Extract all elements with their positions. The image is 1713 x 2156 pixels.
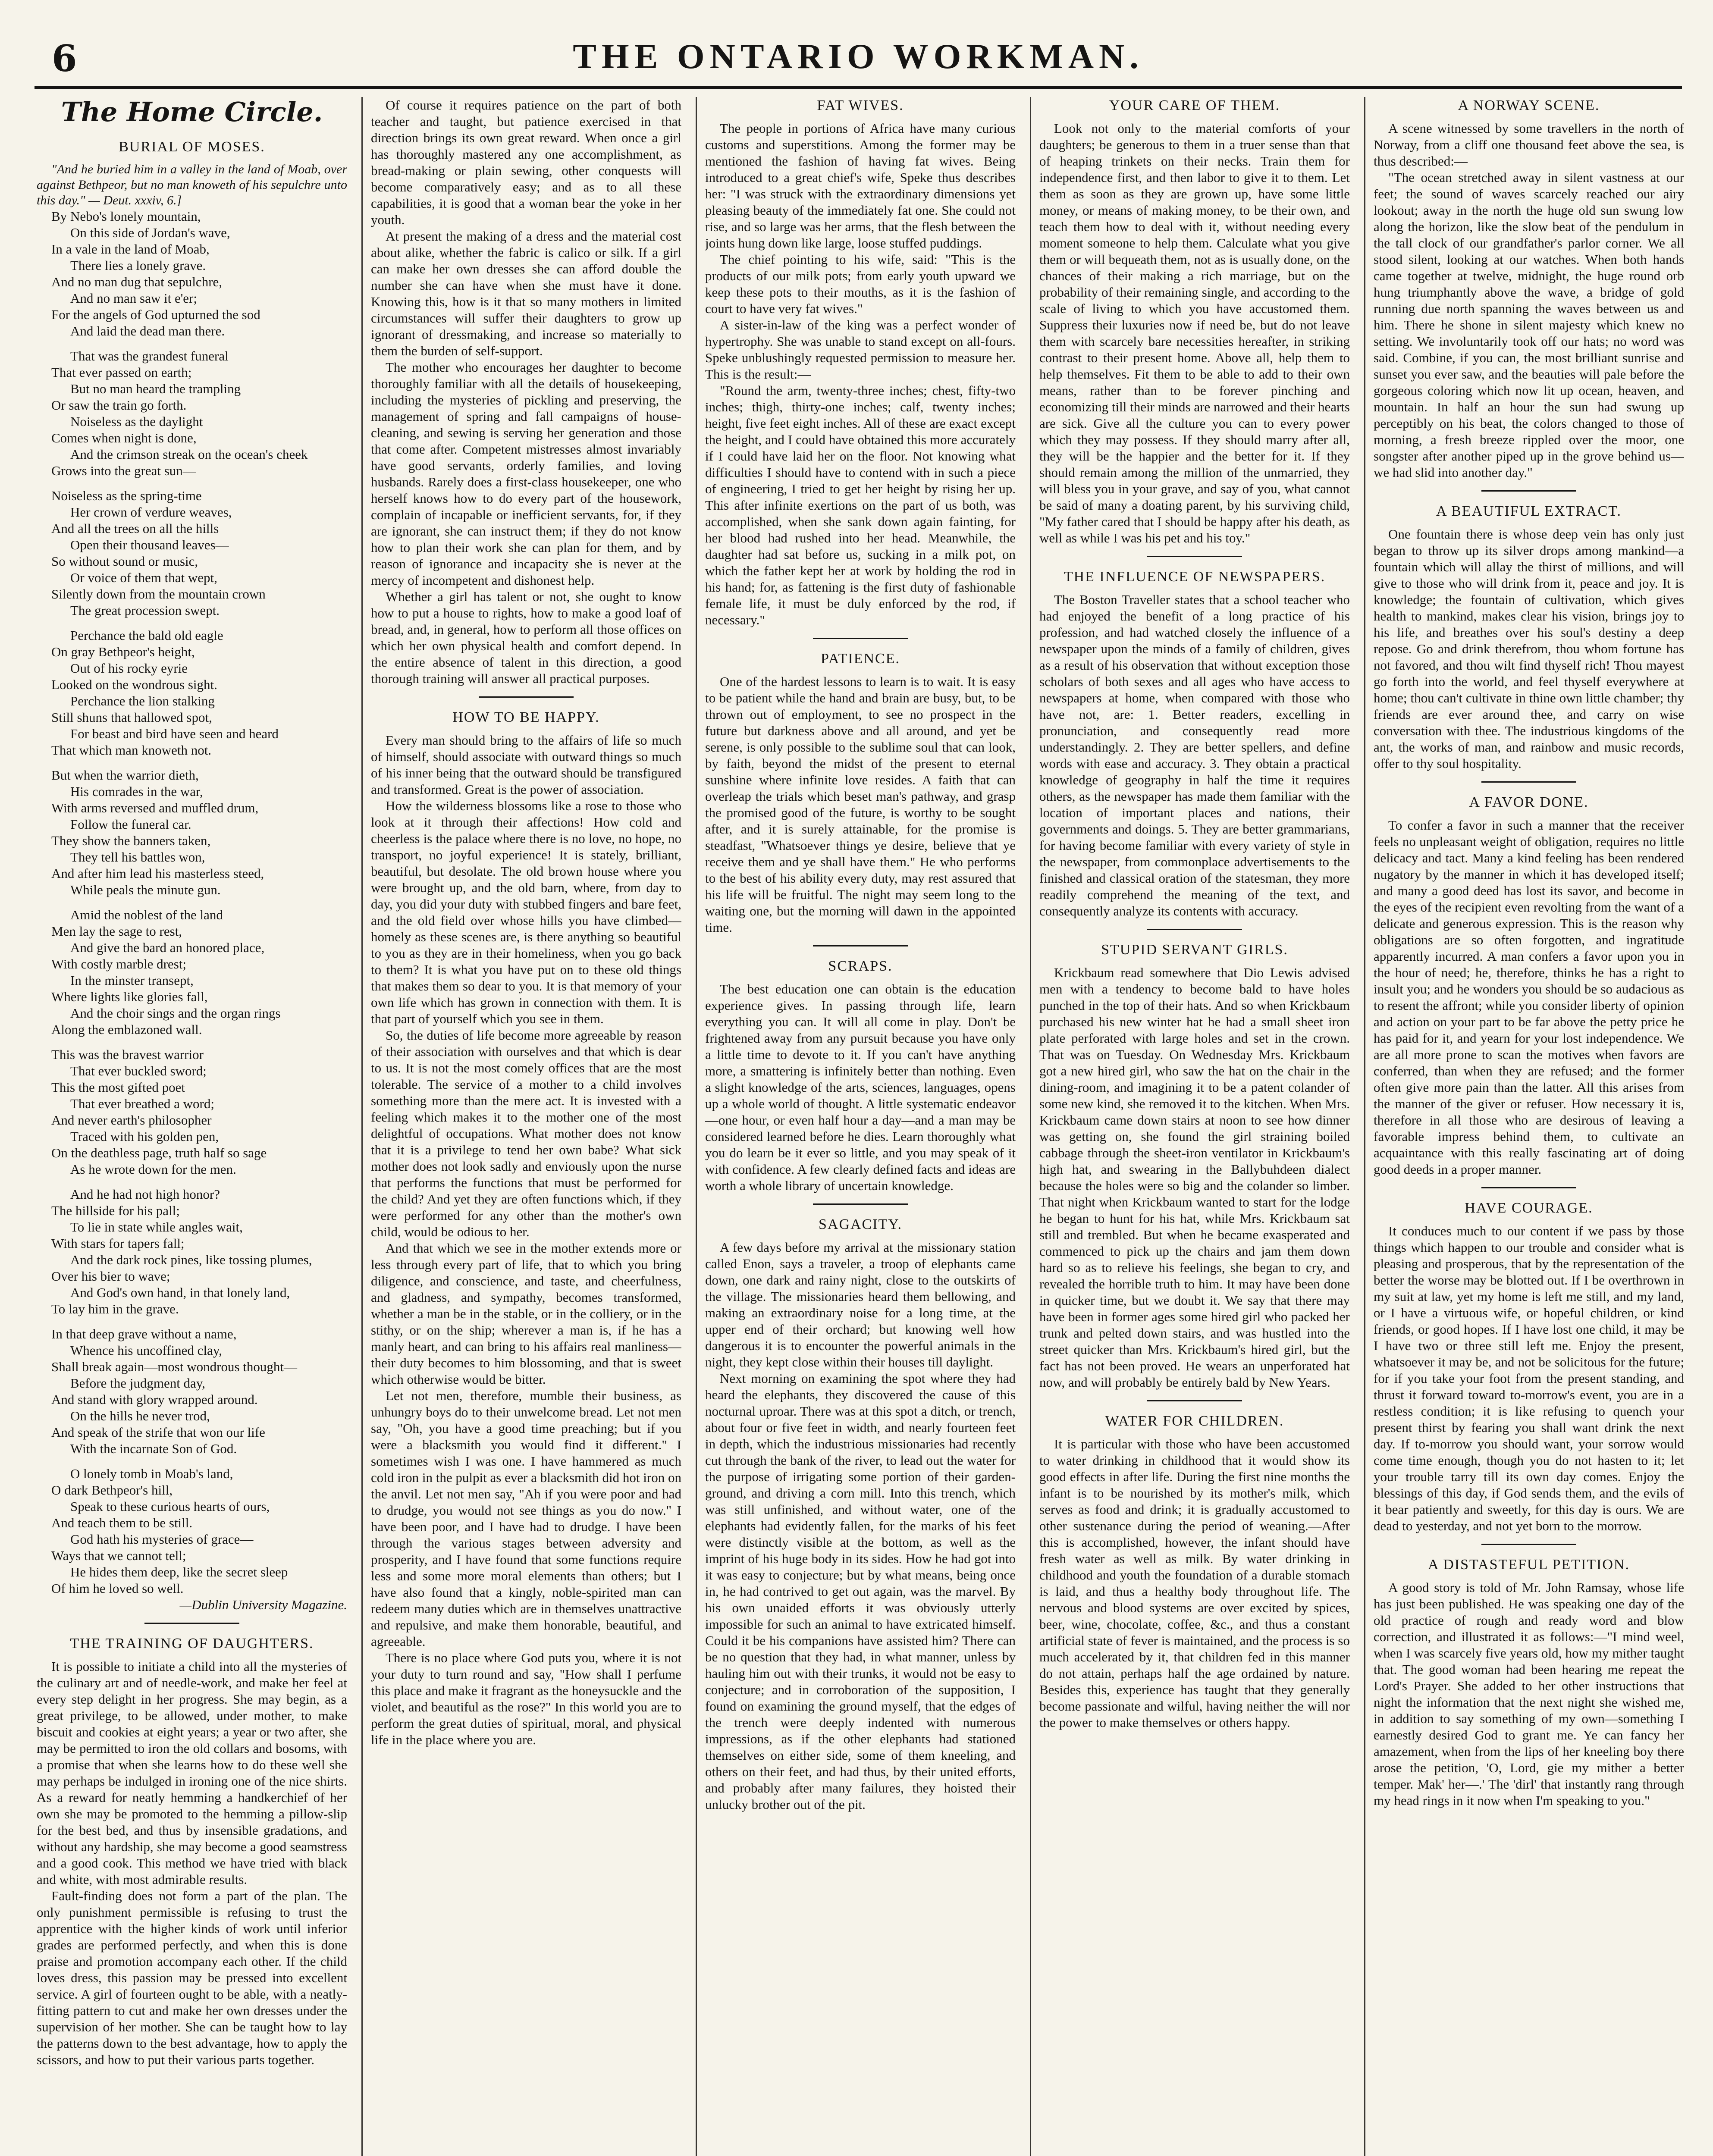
article-paragraph: There is no place where God puts you, where it is not your duty to turn round and say, "How shall I perfume this place and make it fragrant as the honeysuckle and the violet, and beautiful as the rose?" In this world you are to perform the great duties of spiritual, moral, and physical life in the place where you are. <box>371 1650 681 1747</box>
poem-line: That which man knoweth not. <box>51 743 212 758</box>
article-body <box>705 981 1016 1194</box>
poem-line: And God's own hand, in that lonely land, <box>70 1285 290 1300</box>
article-title: WATER FOR CHILDREN. <box>1105 1413 1284 1429</box>
poem-line: Amid the noblest of the land <box>70 907 223 922</box>
article-paragraph: The people in portions of Africa have many curious customs and superstitions. Among the former may be mentioned the fashion of having fat wives. Being introduced to a great chief's wife, Speke thus describes her: "I was struck with the extraordinary dimensions yet pleasing beauty of the immediately fat one. She could not rise, and so large was her arms, that the flesh between the joints hung down like large, loose stuffed puddings. <box>705 121 1016 251</box>
poem-line: There lies a lonely grave. <box>70 258 206 273</box>
article-paragraph: It is particular with those who have been accustomed to water drinking in childhood that it would show its good effects in after life. During the first nine months the infant is to be nourished by its mother's milk, which serves as food and drink; it is gradually accustomed to other sustenance during the period of weaning.—After this is accomplished, however, the infant should have fresh water as well as milk. By water drinking in childhood and youth the foundation of a durable stomach is laid, and thus a healthy body throughout life. The nervous and blood systems are over excited by spices, beer, wine, chocolate, coffee, &c., and thus a constant artificial state of fever is maintained, and the process is so much accelerated by it, that children fed in this manner do not attain, perhaps half the age ordained by nature. Besides this, experience has taught that they generally become passionate and wilful, having neither the will nor the power to make themselves or others happy. <box>1039 1436 1350 1730</box>
article-paragraph: To confer a favor in such a manner that the receiver feels no unpleasant weight of obligation, requires no little delicacy and tact. Many a kind feeling has been rendered nugatory by the manner in which it has developed itself; and many a good deed has lost its savor, and become in the eyes of the recipient even revolting from the want of a delicate and generous expression. This is the reason why obligations are so often forgotten, and ingratitude apparently incurred. A man confers a favor upon you in the hour of need; he, therefore, thinks he has a right to insult you; and he wonders you should be so audacious as to resent the affront; while you consider liberty of opinion and action on your part to be far above the petty price he has paid for it, and yearn for your lost independence. We are all more prone to scan the motives when favors are conferred, than when they are refused; and the former often give more pain than the latter. All this arises from the manner of the giver or refuser. How necessary it is, therefore in all those who are desirous of leaving a favorable impress behind them, to cultivate an acquaintance with this really fascinating art of doing good deeds in a proper manner. <box>1374 818 1684 1177</box>
column-2 <box>371 97 681 2156</box>
article-paragraph: The chief pointing to his wife, said: "This is the products of our milk pots; from early youth upward we keep these pots to their mouths, as it is the fashion of court to have very fat wives." <box>705 252 1016 316</box>
poem-line: Open their thousand leaves— <box>70 537 229 552</box>
poem-line: O lonely tomb in Moab's land, <box>70 1466 233 1481</box>
article-body <box>705 674 1016 936</box>
column-5 <box>1374 97 1684 2156</box>
poem-line: The hillside for his pall; <box>51 1203 180 1218</box>
poem-line: And the crimson streak on the ocean's cheek <box>70 447 308 462</box>
column-3 <box>705 97 1016 2156</box>
poem-line: On this side of Jordan's wave, <box>70 225 230 240</box>
section-divider <box>479 696 574 698</box>
page-number: 6 <box>52 37 77 80</box>
article-paragraph: Every man should bring to the affairs of life so much of himself, should associate with outward things so much of his inner being that the outward should be transfigured and transformed. Great is the power of association. <box>371 733 681 797</box>
article-title: STUPID SERVANT GIRLS. <box>1101 942 1288 958</box>
poem-line: Or saw the train go forth. <box>51 398 187 413</box>
poem-line: With the incarnate Son of God. <box>70 1441 237 1456</box>
article-paragraph: A good story is told of Mr. John Ramsay, whose life has just been published. He was speaking one day of the old practice of rough and ready word and blow correction, and illustrated it as follows:—"I mind weel, when I was scarcely five years old, how my mither taught that. The good woman had been hearing me repeat the Lord's Prayer. She added to her other instructions that night the information that the next night she wished me, in addition to say something of my own—something I earnestly desired God to grant me. Ye can fancy her amazement, when from the lips of her kneeling boy there arose the petition, 'O, Lord, gie my mither a better temper. Mak' her—.' The 'dirl' that instantly rang through my head rings in it now when I'm speaking to you." <box>1374 1580 1684 1808</box>
poem-line: On the hills he never trod, <box>70 1408 210 1423</box>
article-body <box>1039 965 1350 1391</box>
poem-line: His comrades in the war, <box>70 784 203 799</box>
article-body <box>1374 817 1684 1178</box>
article-title: BURIAL OF MOSES. <box>119 139 265 155</box>
poem-line: Silently down from the mountain crown <box>51 586 266 602</box>
article-paragraph: A sister-in-law of the king was a perfect wonder of hypertrophy. She was unable to stand except on all-fours. Speke unblushingly requested permission to measure her. This is the result:— <box>705 317 1016 382</box>
poem-attribution: —Dublin University Magazine. <box>179 1597 347 1612</box>
section-divider <box>1147 556 1242 557</box>
column-4 <box>1039 97 1350 2156</box>
article-body <box>705 120 1016 628</box>
poem-line: Noiseless as the spring-time <box>51 488 202 503</box>
stanza-break <box>37 1178 347 1186</box>
column-rule <box>361 97 363 2156</box>
poem-line: In the minster transept, <box>70 973 194 988</box>
poem-line: Along the emblazoned wall. <box>51 1022 202 1037</box>
stanza-break <box>37 758 347 767</box>
column-rule <box>1364 97 1365 2156</box>
poem-line: On the deathless page, truth half so sage <box>51 1145 267 1160</box>
section-divider <box>813 1203 908 1205</box>
article-paragraph: "Round the arm, twenty-three inches; chest, fifty-two inches; thigh, thirty-one inches; calf, twenty inches; height, five feet eight inches. All of these are exact except the height, and I could have obtained this more accurately if I could have laid her on the floor. Not knowing what difficulties I should have to contend with in such a piece of engineering, I tried to get her height by rising her up. This after infinite exertions on the part of us both, was accomplished, when she sank down again fainting, for her blood had rushed into her head. Meanwhile, the daughter had sat before us, sucking in a milk pot, on which the father kept her at work by holding the rod in his hand; for, as fattening is the first duty of fashionable female life, it must be duly enforced by the rod, if necessary." <box>705 383 1016 627</box>
poem-line: This the most gifted poet <box>51 1080 185 1095</box>
poem-line: Out of his rocky eyrie <box>70 661 188 676</box>
column-1 <box>37 97 347 2156</box>
article-title: A NORWAY SCENE. <box>1458 97 1600 113</box>
poem-line: And all the trees on all the hills <box>51 521 219 536</box>
stanza-break <box>37 339 347 348</box>
poem-line: God hath his mysteries of grace— <box>70 1532 254 1547</box>
poem-line: Noiseless as the daylight <box>70 414 203 429</box>
poem-line: They tell his battles won, <box>70 849 205 865</box>
poem-line: And stand with glory wrapped around. <box>51 1392 258 1407</box>
section-divider <box>1481 490 1576 492</box>
poem-line: That ever passed on earth; <box>51 365 192 380</box>
article-paragraph: Fault-finding does not form a part of the plan. The only punishment permissible is refusing to trust the apprentice with the higher kinds of work until inferior grades are performed perfectly, and when this is done praise and promotion accompany each other. If the child loves dress, this passion may be pressed into excellent service. A girl of fourteen ought to be able, with a neatly-fitting pattern to cut and make her own dresses under the supervision of her mother. She can be taught how to lay the patterns down to the best advantage, how to apply the scissors, and how to put their various parts together. <box>37 1888 347 2067</box>
stanza-break <box>37 619 347 627</box>
article-body <box>1374 526 1684 772</box>
article-paragraph: Let not men, therefore, mumble their business, as unhungry boys do to their unwelcome bread. Let not men say, "Oh, you have a good time preaching; but if you were a blacksmith you would find it different." I sometimes wish I was one. I have hammered as much cold iron in the pulpit as ever a blacksmith did hot iron on the anvil. Let not men say, "Ah if you were poor and had to drudge, you would not see things as you do now." I have been poor, and I have had to drudge. I have been through the various stages between adversity and prosperity, and I have found that some functions require less and some more moral elements than others; but I have also found that a kingly, noble-spirited man can redeem many duties which are in themselves unattractive and repulsive, and make them honorable, beautiful, and agreeable. <box>371 1388 681 1649</box>
poem-line: Whence his uncoffined clay, <box>70 1343 223 1358</box>
poem-line: And the choir sings and the organ rings <box>70 1006 281 1021</box>
article-paragraph: Whether a girl has talent or not, she ought to know how to put a house to rights, how to make a good loaf of bread, and, in general, how to perform all those offices on which her own physical health and comfort depend. In the entire absence of talent in this direction, a good thorough training will answer all practical purposes. <box>371 589 681 686</box>
poem-line: For beast and bird have seen and heard <box>70 726 279 741</box>
article-paragraph: Of course it requires patience on the part of both teacher and taught, but patience exercised in that direction brings its own great reward. When once a girl has thoroughly mastered any one accomplishment, as bread-making or plain sewing, other conquests will become comparatively easy; and as to all these capabilities, it is good that a woman bear the yoke in her youth. <box>371 97 681 227</box>
stanza-break <box>37 1457 347 1466</box>
article-title: SCRAPS. <box>828 958 893 974</box>
page-header <box>35 34 1682 82</box>
poem-line: With costly marble drest; <box>51 956 186 971</box>
article-body <box>1374 120 1684 481</box>
poem-line: Over his bier to wave; <box>51 1269 170 1284</box>
poem-line: In a vale in the land of Moab, <box>51 241 210 257</box>
poem-line: But when the warrior dieth, <box>51 768 199 783</box>
stanza-break <box>37 1317 347 1326</box>
article-title: FAT WIVES. <box>817 97 904 113</box>
poem-line: Ways that we cannot tell; <box>51 1548 186 1563</box>
poem-body <box>37 208 347 1597</box>
article-title: PATIENCE. <box>821 651 900 667</box>
article-paragraph: And that which we see in the mother extends more or less through every part of life, that to which you bring diligence, and conscience, and taste, and cheerfulness, and gladness, and sympathy, becomes transformed, whether a man be in the stable, or in the colliery, or in the stithy, or on the ship; wherever a man is, if he has a manly heart, and can bring to his affairs real manliness—their duty becomes to him blossoming, and that is sweet which otherwise would be bitter. <box>371 1241 681 1387</box>
poem-line: The great procession swept. <box>70 603 220 618</box>
poem-line: Looked on the wondrous sight. <box>51 677 217 692</box>
poem-line: With stars for tapers fall; <box>51 1236 185 1251</box>
article-paragraph: The best education one can obtain is the education experience gives. In passing through life, learn everything you can. It will all come in play. Don't be frightened away from any pursuit because you have only a little time to devote to it. If you can't have anything more, a smattering is infinitely better than nothing. Even a slight knowledge of the arts, sciences, languages, opens up a whole world of thought. A little systematic endeavor—one hour, or even half hour a day—and a man may be considered learned before he dies. Learn thoroughly what you do learn be it ever so little, and you may speak of it with confidence. A few clearly defined facts and ideas are worth a whole library of uncertain knowledge. <box>705 981 1016 1193</box>
section-divider <box>144 1623 239 1624</box>
article-title: HOW TO BE HAPPY. <box>452 709 600 725</box>
poem-line: Traced with his golden pen, <box>70 1129 219 1144</box>
article-title: SAGACITY. <box>818 1216 902 1232</box>
article-paragraph: Look not only to the material comforts of your daughters; be generous to them in a truer sense than that of heaping trinkets on their necks. Train them for independence first, and then labor to give it to them. Let them as soon as they are grown up, have some little money, or means of making money, to be their own, and teach them how to deal with it, without needing every moment someone to help them. Calculate what you give them or will bequeath them, not as is usually done, on the chances of their making a rich marriage, but on the probability of their remaining single, and according to the scale of living to which you have accustomed them. Suppress their luxuries now if need be, but do not leave them with scarcely bare necessities hereafter, in striking contrast to their present home. Above all, help them to help themselves. Fit them to be able to add to their own means, rather than to be forever pinching and economizing till their minds are narrowed and their hearts are sick. Give all the culture you can to every power which they may possess. If they should marry after all, they will be the happier and the better for it. If they should remain among the million of the unmarried, they will bless you in your grave, and say of you, what cannot be said of many a doating parent, by his surviving child, "My father cared that I should be happy after his death, as well as while I was his pet and his toy." <box>1039 121 1350 545</box>
poem-line: For the angels of God upturned the sod <box>51 307 260 322</box>
poem-line: And after him lead his masterless steed, <box>51 866 264 881</box>
poem-line: Follow the funeral car. <box>70 817 191 832</box>
article-paragraph: Krickbaum read somewhere that Dio Lewis advised men with a tendency to become bald to have holes punched in the top of their hats. And so when Krickbaum purchased his new winter hat he had a small sheet iron plate perforated with large holes and set in the crown. That was on Tuesday. On Wednesday Mrs. Krickbaum got a new hired girl, who saw the hat on the chair in the dining-room, and imagining it to be a patent colander of some new kind, she removed it to the kitchen. When Mrs. Krickbaum came down stairs at noon to see how dinner was getting on, she found the girl straining boiled cabbage through the sheet-iron ventilator in Krickbaum's high hat, and swearing in the Ballybuhdeen dialect because the holes were so big and the colander so limber. That night when Krickbaum wanted to start for the lodge he began to hunt for his hat, while Mrs. Krickbaum sat still and trembled. But when he became exasperated and commenced to pick up the chairs and jam them down hard so as to relieve his feelings, she began to cry, and revealed the horrible truth to him. It may have been done in quicker time, but we doubt it. We say that there may have been in former ages some hired girl who packed her trunk and pelted down stairs, and was hustled into the street quicker than Mrs. Krickbaum's hired girl, but the fact has not been proved. He wears an unperforated hat now, and will probably be entirely bald by New Years. <box>1039 965 1350 1390</box>
poem-line: This was the bravest warrior <box>51 1047 204 1062</box>
poem-line: They show the banners taken, <box>51 833 211 848</box>
poem-line: And no man saw it e'er; <box>70 291 197 306</box>
article-title: A BEAUTIFUL EXTRACT. <box>1436 503 1622 519</box>
article-body <box>37 1658 347 2068</box>
section-divider <box>813 945 908 946</box>
article-paragraph: Next morning on examining the spot where they had heard the elephants, they discovered the cause of this nocturnal uproar. There was at this spot a ditch, or trench, about four or five feet in width, and nearly fourteen feet in depth, which the industrious missionaries had recently cut through the bank of the river, to lead out the water for the purpose of irrigating some portion of their garden-ground, and driving a corn mill. Into this trench, which was still unfinished, and without water, one of the elephants had evidently fallen, for the marks of his feet were distinctly visible at the bottom, as well as the imprint of his huge body in its sides. How he had got into it was easy to conjecture; but by what means, being once in, he had contrived to get out again, was the marvel. By his own unaided efforts it was obviously utterly impossible for such an animal to have extricated himself. Could it be his companions have assisted him? There can be no question that they had, in what manner, unless by hauling him out with their trunks, it would not be easy to conjecture; and in corroboration of the supposition, I found on examining the ground myself, that the edges of the trench were deeply indented with numerous impressions, as if the other elephants had stationed themselves on either side, some of them kneeling, and others on their feet, and had thus, by their united efforts, and probably after many failures, they hoisted their unlucky brother out of the pit. <box>705 1371 1016 1812</box>
poem-line: Men lay the sage to rest, <box>51 924 182 939</box>
poem-epigraph: "And he buried him in a valley in the land of Moab, over against Bethpeor, but no man knoweth of his sepulchre unto this day." — Deut. xxxiv, 6.] <box>37 162 347 207</box>
poem-line: And never earth's philosopher <box>51 1112 212 1128</box>
article-title: A FAVOR DONE. <box>1469 794 1589 810</box>
poem-line: But no man heard the trampling <box>70 381 241 396</box>
poem-line: And teach them to be still. <box>51 1515 193 1530</box>
poem-line: That was the grandest funeral <box>70 348 229 364</box>
poem-line: Still shuns that hallowed spot, <box>51 710 212 725</box>
article-body <box>1039 120 1350 546</box>
poem-line: And speak of the strife that won our life <box>51 1425 265 1440</box>
section-divider <box>813 638 908 639</box>
section-divider <box>1147 929 1242 930</box>
article-paragraph: A few days before my arrival at the missionary station called Enon, says a traveler, a troop of elephants came down, one dark and rainy night, close to the outskirts of the village. The missionaries heard them bellowing, and making an extraordinary noise for a long time, at the upper end of their orchard; but knowing well how dangerous it is to encounter the powerful animals in the night, they kept close within their houses till daylight. <box>705 1240 1016 1369</box>
article-title: THE TRAINING OF DAUGHTERS. <box>70 1636 314 1651</box>
section-divider <box>1481 1544 1576 1545</box>
poem-line: Grows into the great sun— <box>51 463 196 478</box>
poem-line: Her crown of verdure weaves, <box>70 505 232 520</box>
article-paragraph: The mother who encourages her daughter to become thoroughly familiar with all the details of housekeeping, including the mysteries of pickling and preserving, the management of spring and fall campaigns of house-cleaning, and sewing is serving her generation and those that come after. Competent mistresses almost invariably have good servants, orderly families, and loving husbands. Rarely does a first-class housekeeper, one who herself knows how to do every part of the housework, complain of incapable or inefficient servants, for, if they are ignorant, she can instruct them; if they do not know how to plan their work she can plan for them, and by reason of ignorance and incapacity she is never at the mercy of incompetent and dishonest help. <box>371 360 681 588</box>
poem-line: Or voice of them that wept, <box>70 570 217 585</box>
poem-line: Of him he loved so well. <box>51 1581 184 1596</box>
poem-line: Comes when night is done, <box>51 430 197 445</box>
poem-line: Shall break again—most wondrous thought— <box>51 1359 297 1374</box>
poem-line: Before the judgment day, <box>70 1376 206 1391</box>
article-title: YOUR CARE OF THEM. <box>1109 97 1280 113</box>
column-rule <box>1030 97 1031 2156</box>
column-rule <box>696 97 697 2156</box>
department-title: The Home Circle. <box>61 97 323 128</box>
article-body <box>371 732 681 1748</box>
article-paragraph: One of the hardest lessons to learn is to wait. It is easy to be patient while the hand and brain are busy, but, to be thrown out of employment, to see no prospect in the future but darkness above and all around, and yet be serene, is only possible to the sublime soul that can look, by faith, beyond the midst of the present to eternal sunshine where infinite love resides. A faith that can overleap the trials which beset man's pathway, and grasp the promised good of the future, is worthy to be sought after, and it is surely attainable, for the promise is steadfast, "Whatsoever things ye desire, believe that ye receive them and ye shall have them." He who performs to the best of his ability every duty, may rest assured that his life will be fruitful. The night may seem long to the waiting one, but the morning will dawn in the appointed time. <box>705 674 1016 935</box>
poem-line: That ever breathed a word; <box>70 1096 214 1111</box>
poem-line: While peals the minute gun. <box>70 882 221 897</box>
poem-line: By Nebo's lonely mountain, <box>51 209 201 224</box>
article-paragraph: "The ocean stretched away in silent vastness at our feet; the sound of waves scarcely reached our airy lookout; away in the north the huge old sun swung low along the horizon, like the slow beat of the pendulum in the tall clock of our grandfather's parlor corner. We all stood silent, looking at our watches. When both hands came together at twelve, midnight, the huge round orb hung triumphantly above the wave, a bridge of gold running due north spanning the waves between us and him. There he shone in silent majesty which knew no setting. We involuntarily took off our hats; no word was said. Combine, if you can, the most brilliant sunrise and sunset you ever saw, and the beauties will pale before the gorgeous coloring which now lit up ocean, heaven, and mountain. In half an hour the sun had swung up perceptibly on his beat, the colors changed to those of morning, a fresh breeze rippled over the moor, one songster after another piped up in the grove behind us—we had slid into another day." <box>1374 170 1684 480</box>
poem-line: On gray Bethpeor's height, <box>51 644 195 659</box>
poem-line: O dark Bethpeor's hill, <box>51 1482 173 1498</box>
stanza-break <box>37 1038 347 1047</box>
header-rule <box>35 86 1682 89</box>
poem-line: As he wrote down for the men. <box>70 1162 236 1177</box>
poem-line: And laid the dead man there. <box>70 323 225 338</box>
poem-line: Perchance the lion stalking <box>70 693 215 708</box>
poem-line: And he had not high honor? <box>70 1187 220 1202</box>
article-paragraph: So, the duties of life become more agreeable by reason of their association with ourselves and that which is dear to us. It is not the most comely offices that are the most tolerable. The service of a mother to a child involves something more than the mere act. It is invested with a feeling which makes it to the mother one of the most delightful of occupations. What mother does not know that it is a privilege to tend her own babe? What sick mother does not look sadly and enviously upon the nurse that performs the functions that must be performed for the child? And yet they are often functions which, if they were performed for any other than the mother's own child, would be odious to her. <box>371 1028 681 1239</box>
poem-line: To lay him in the grave. <box>51 1301 179 1316</box>
poem-line: To lie in state while angles wait, <box>70 1219 243 1235</box>
poem-line: And give the bard an honored place, <box>70 940 265 955</box>
article-title: A DISTASTEFUL PETITION. <box>1428 1557 1630 1573</box>
poem-line: With arms reversed and muffled drum, <box>51 800 259 815</box>
article-body <box>705 1239 1016 1813</box>
poem-line: So without sound or music, <box>51 554 198 569</box>
article-body <box>1039 1436 1350 1731</box>
article-title: THE INFLUENCE OF NEWSPAPERS. <box>1064 569 1326 585</box>
article-paragraph: How the wilderness blossoms like a rose to those who look at it through their affections! How cold and cheerless is the palace where there is no love, no hope, no transport, no joyful experience! It is stately, brilliant, beautiful, but desolate. The old brown house where you were brought up, and the old barn, where, from day to day, you did your duty with stubbed fingers and bare feet, and the old field over whose hills you have climbed—homely as these scenes are, is there anything so beautiful to you as they are in their homeliness, when you go back to them? It is what you have put on to these old things that makes them so dear to you. It is that memory of your own life which has grown in connection with them. It is that part of yourself which you see in them. <box>371 798 681 1026</box>
article-body <box>1374 1223 1684 1534</box>
poem-line: Speak to these curious hearts of ours, <box>70 1499 270 1514</box>
article-paragraph: It conduces much to our content if we pass by those things which happen to our trouble and consider what is pleasing and prosperous, that by the representation of the better the worse may be blotted out. If I be overthrown in my suit at law, yet my home is left me still, and my land, or I have a virtuous wife, or hopeful children, or kind friends, or good hopes. If I have lost one child, it may be I have two or three still left me. Enjoy the present, whatsoever it may be, and not be solicitous for the future; for if you take your foot from the present standing, and thrust it forward toward to-morrow's event, you are in a restless condition; it is like refusing to quench your present thirst by fearing you shall want drink the next day. If to-morrow you should want, your sorrow would come time enough, though you do not hasten to it; let your trouble tarry till its own day comes. Enjoy the blessings of this day, if God sends them, and the evils of it bear patiently and sweetly, for this day is ours. We are dead to yesterday, and not yet born to the morrow. <box>1374 1223 1684 1533</box>
poem-line: He hides them deep, like the secret sleep <box>70 1564 288 1579</box>
poem-line: In that deep grave without a name, <box>51 1326 237 1341</box>
article-title: HAVE COURAGE. <box>1465 1200 1593 1216</box>
article-body <box>371 97 681 687</box>
poem-line: That ever buckled sword; <box>70 1063 207 1078</box>
article-body <box>1374 1579 1684 1809</box>
article-paragraph: It is possible to initiate a child into all the mysteries of the culinary art and of needle-work, and make her feel at every step delight in her progress. She may begin, as a great privilege, to be allowed, under mother, to make biscuit and cookies at eight years; a year or two after, she may be permitted to iron the old collars and bosoms, with a promise that when she learns how to do these well she may perhaps be indulged in ironing one of the nice shirts. As a reward for neatly hemming a handkerchief of her own she may be promoted to the hemming a pillow-slip for the best bed, and thus by insensible gradations, and without any hardship, she may become a good seamstress and a good cook. This method we have tried with black and white, with most admirable results. <box>37 1659 347 1887</box>
article-paragraph: One fountain there is whose deep vein has only just began to throw up its silver drops among mankind—a fountain which will allay the thirst of millions, and will give to those who will drink from it, peace and joy. It is knowledge; the fountain of cultivation, which gives health to mankind, makes clear his vision, brings joy to his life, and breathes over his soul's destiny a deep repose. Go and drink therefrom, thou whom fortune has not favored, and thou wilt find thyself rich! Thou mayest go forth into the world, and feel thyself everywhere at home; thou can't cultivate in thine own little chamber; thy friends are ever around thee, and carry on wise conversation with thee. The industrious kingdoms of the ant, the works of man, and rainbow and music records, offer to thy soul hospitality. <box>1374 526 1684 771</box>
poem-line: Where lights like glories fall, <box>51 989 208 1004</box>
poem-line: Perchance the bald old eagle <box>70 628 223 643</box>
poem-line: And the dark rock pines, like tossing plumes, <box>70 1252 312 1267</box>
section-divider <box>1481 1187 1576 1188</box>
section-divider <box>1147 1400 1242 1401</box>
section-divider <box>1481 781 1576 783</box>
poem-line: And no man dug that sepulchre, <box>51 274 223 289</box>
stanza-break <box>37 898 347 907</box>
stanza-break <box>37 479 347 488</box>
article-paragraph: A scene witnessed by some travellers in the north of Norway, from a cliff one thousand feet above the sea, is thus described:— <box>1374 121 1684 169</box>
article-body <box>1039 592 1350 919</box>
article-paragraph: The Boston Traveller states that a school teacher who had enjoyed the benefit of a long practice of his profession, and had watched closely the influence of a newspaper upon the minds of a family of children, gives as a result of his observation that without exception those scholars of both sexes and all ages who have access to newspapers at home, when compared with those who have not, are: 1. Better readers, excelling in pronunciation, and consequently read more understandingly. 2. They are better spellers, and define words with ease and accuracy. 3. They obtain a practical knowledge of geography in half the time it requires others, as the newspaper has made them familiar with the location of important places and nations, their governments and doings. 5. They are better grammarians, for having become familiar with every variety of style in the newspaper, from commonplace advertisements to the finished and classical oration of the statesman, they more readily comprehend the meaning of the text, and consequently analyze its contents with accuracy. <box>1039 592 1350 918</box>
article-paragraph: At present the making of a dress and the material cost about alike, whether the fabric is calico or silk. If a girl can make her own dresses she can afford double the number she can have when she must have it done. Knowing this, how is it that so many mothers in limited circumstances will suffer their daughters to grow up ignorant of dressmaking, and increase so materially to them the burden of self-support. <box>371 229 681 358</box>
masthead-title: THE ONTARIO WORKMAN. <box>573 37 1144 76</box>
